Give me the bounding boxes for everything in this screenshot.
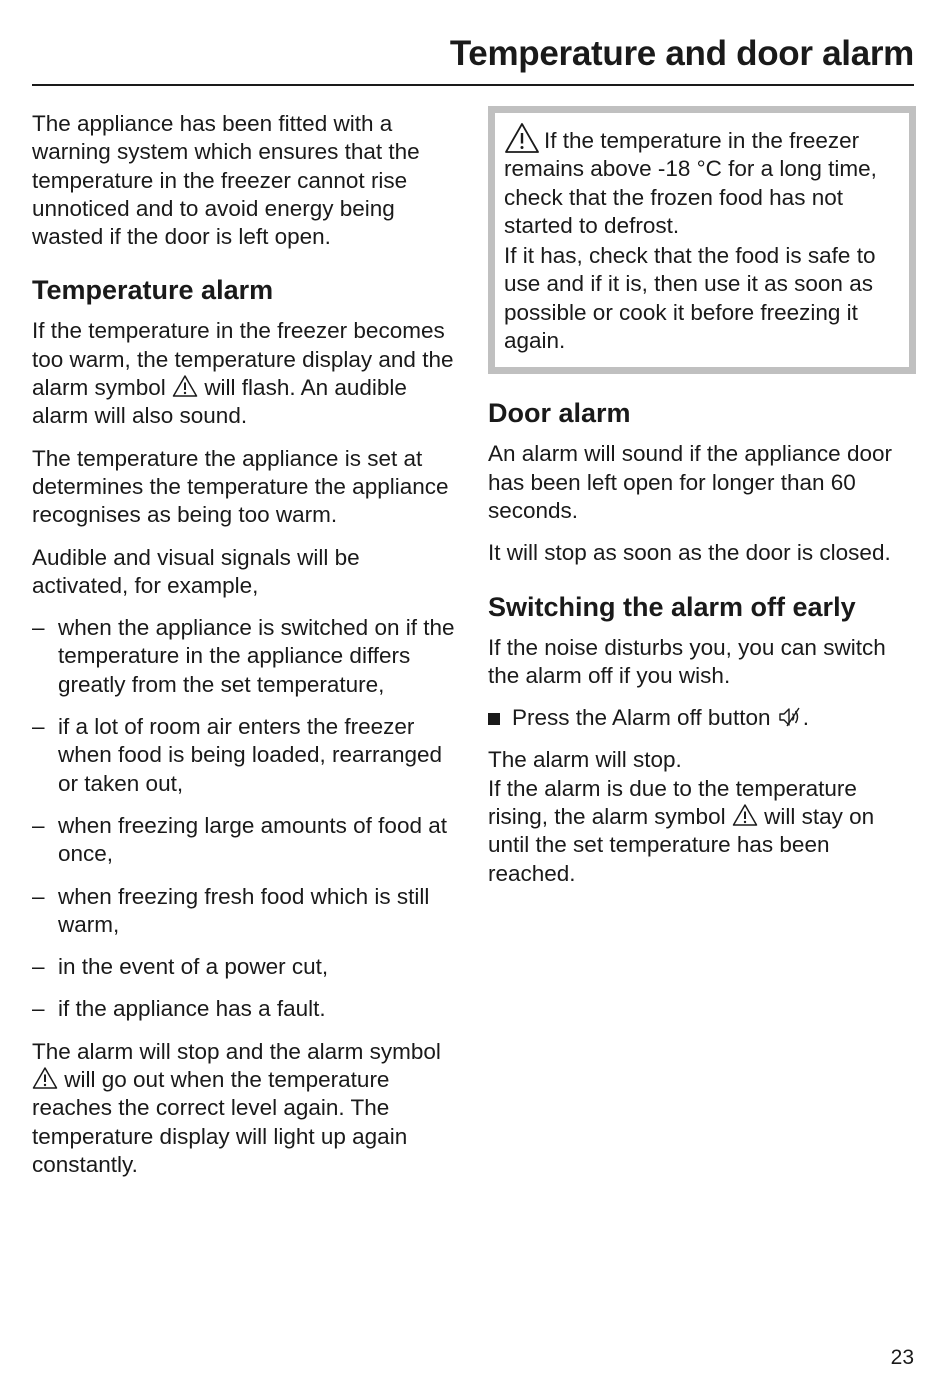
warning-triangle-icon [504,122,540,154]
result-line-2-b: will stay on until the set temperature has been reached. [488,804,875,886]
door-alarm-paragraph-1: An alarm will sound if the appliance door has been left open for longer than 60 seconds. [488,441,892,523]
instruction-period: . [802,705,810,731]
temperature-alarm-text-b: will flash. An audible alarm will also sound. [32,375,407,429]
door-alarm-paragraph-2: It will stop as soon as the door is closed. [488,540,891,566]
list-item: – in the event of a power cut, [32,953,462,981]
instruction-step [488,704,916,732]
alarm-stop-paragraph [32,1038,462,1179]
alarm-trigger-list [32,614,462,1024]
instruction-step-text: Press the Alarm off button [512,705,771,731]
warning-box [488,106,916,374]
alarm-stop-text-b: will go out when the temperature reaches the correct level again. The temperature display will light up again constantly. [32,1067,408,1177]
warning-triangle-icon [732,803,758,827]
door-alarm-heading: Door alarm [488,398,631,429]
page-title: Temperature and door alarm [449,34,914,73]
switching-alarm-off-heading: Switching the alarm off early [488,591,856,622]
result-paragraph [488,746,916,887]
temperature-alarm-text-a: If the temperature in the freezer becomes too warm, the temperature display and the alarm symbol [32,318,454,401]
alarm-stop-text-a: The alarm will stop and the alarm symbol [32,1038,441,1064]
list-item: – when the appliance is switched on if the temperature in the appliance differs greatly from the set temperature, [32,614,462,699]
warning-triangle-icon [32,1066,58,1090]
intro-paragraph: The appliance has been fitted with a warning system which ensures that the temperature in the freezer cannot rise unnoticed and to avoid energy being wasted if the door is left open. [32,111,420,250]
title-rule [32,84,914,86]
result-line-1: The alarm will stop. [488,747,682,773]
left-column [32,110,462,1193]
list-item: – when freezing large amounts of food at once, [32,812,462,869]
switching-alarm-off-paragraph: If the noise disturbs you, you can switch the alarm off if you wish. [488,634,886,688]
list-item: – when freezing fresh food which is still warm, [32,883,462,940]
temperature-alarm-paragraph-3: Audible and visual signals will be activated, for example, [32,544,360,598]
list-item: – if a lot of room air enters the freezer when food is being loaded, rearranged or taken out, [32,713,462,798]
warning-paragraph-1 [504,122,896,240]
warning-paragraph-2: If it has, check that the food is safe to use and if it is, then use it as soon as possible or cook it before freezing it again. [504,243,876,354]
square-bullet-icon [488,713,500,725]
warning-triangle-icon [172,374,198,398]
temperature-alarm-paragraph-1 [32,317,462,430]
page-number: 23 [890,1346,914,1369]
right-column [488,106,916,902]
list-item: – if the appliance has a fault. [32,995,462,1023]
temperature-alarm-heading: Temperature alarm [32,275,274,306]
alarm-off-icon [777,705,803,729]
result-line-2-a: If the alarm is due to the temperature rising, the alarm symbol [488,775,857,830]
warning-text-1: If the temperature in the freezer remains above -18 °C for a long time, check that the frozen food has not started to defrost. [504,128,877,238]
temperature-alarm-paragraph-2: The temperature the appliance is set at determines the temperature the appliance recognises as being too warm. [32,445,449,528]
